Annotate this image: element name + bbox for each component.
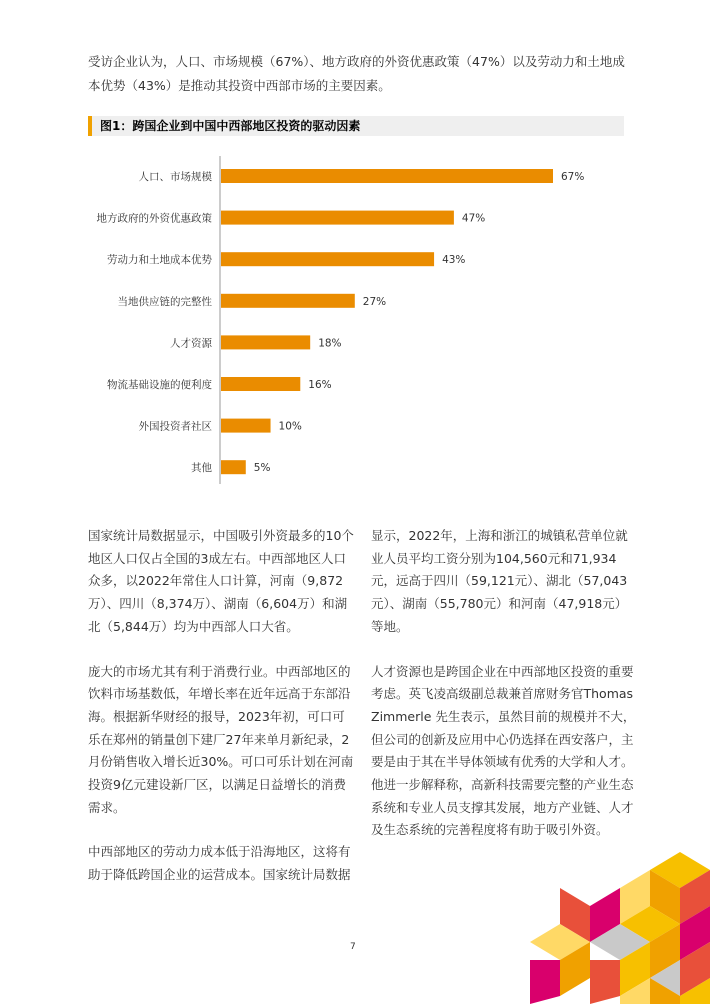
body-paragraph: 庞大的市场尤其有利于消费行业。中西部地区的饮料市场基数低，年增长率在近年远高于东部沿海。根据新华财经的报导，2023年初，可口可乐在郑州的销量创下建厂27年来单月新纪录，2月份销售收入增长近30%。可口可乐计划在河南投资9亿元建设新厂区，以满足日益增长的消费需求。: [88, 663, 354, 815]
value-label: 43%: [442, 254, 466, 267]
value-label: 27%: [362, 295, 387, 308]
category-label: 劳动力和土地成本优势: [107, 254, 212, 267]
value-label: 47%: [461, 212, 486, 225]
bar: [221, 169, 553, 183]
bar: [221, 419, 271, 433]
body-paragraph: 国家统计局数据显示，中国吸引外资最多的10个地区人口仅占全国的3成左右。中西部地区人口众多，以2022年常住人口计算，河南（9,872万）、四川（8,374万）、湖南（6,604万）和湖北（5,844万）均为中西部人口大省。: [88, 528, 354, 634]
category-label: 其他: [191, 462, 212, 475]
category-label: 地方政府的外资优惠政策: [96, 212, 212, 225]
value-label: 10%: [278, 420, 302, 433]
body-left-column: [88, 525, 356, 909]
category-label: 外国投资者社区: [138, 420, 212, 433]
body-paragraph: 中西部地区的劳动力成本低于沿海地区，这将有助于降低跨国企业的运营成本。国家统计局数据: [88, 844, 351, 883]
body-paragraph: 显示，2022年，上海和浙江的城镇私营单位就业人员平均工资分别为104,560元和71,934元，远高于四川（59,121元）、湖北（57,043元）、湖南（55,780元）和河南（47,918元）等地。: [371, 528, 628, 634]
figure-title: 图1：跨国企业到中国中西部地区投资的驱动因素: [100, 119, 361, 133]
body-right-column: [371, 525, 639, 864]
intro-paragraph: 受访企业认为，人口、市场规模（67%）、地方政府的外资优惠政策（47%）以及劳动力和土地成本优势（43%）是推动其投资中西部市场的主要因素。: [88, 54, 625, 93]
decorative-facet: [530, 960, 560, 1004]
value-label: 16%: [308, 379, 332, 391]
bar: [221, 252, 434, 266]
bar: [221, 460, 246, 474]
value-label: 18%: [318, 337, 342, 350]
bar: [221, 294, 355, 308]
figure-title-accent: [88, 116, 92, 136]
value-label: 67%: [561, 171, 585, 183]
figure-title-bar: [88, 116, 624, 136]
body-paragraph: 人才资源也是跨国企业在中西部地区投资的重要考虑。英飞凌高级副总裁兼首席财务官Thomas Zimmerle 先生表示，虽然目前的规模并不大，但公司的创新及应用中心仍选择在西安落户，主要是由于其在半导体领域有优秀的大学和人才。他进一步解释称，高新科技需要完整的产业生态系统和专业人员支撑其发展，地方产业链、人才及生态系统的完善程度将有助于吸引外资。: [371, 663, 636, 838]
category-label: 物流基础设施的便利度: [107, 379, 212, 391]
page-number: 7: [350, 942, 356, 952]
driver-bar-chart: [88, 150, 624, 490]
category-label: 人才资源: [170, 337, 212, 350]
bar: [221, 335, 310, 349]
category-label: 人口、市场规模: [138, 171, 212, 183]
value-label: 5%: [253, 462, 271, 475]
bar: [221, 377, 300, 391]
category-label: 当地供应链的完整性: [117, 295, 212, 308]
decorative-facet: [590, 960, 620, 1004]
decorative-cube-pattern: [510, 830, 710, 1004]
bar: [221, 211, 454, 225]
